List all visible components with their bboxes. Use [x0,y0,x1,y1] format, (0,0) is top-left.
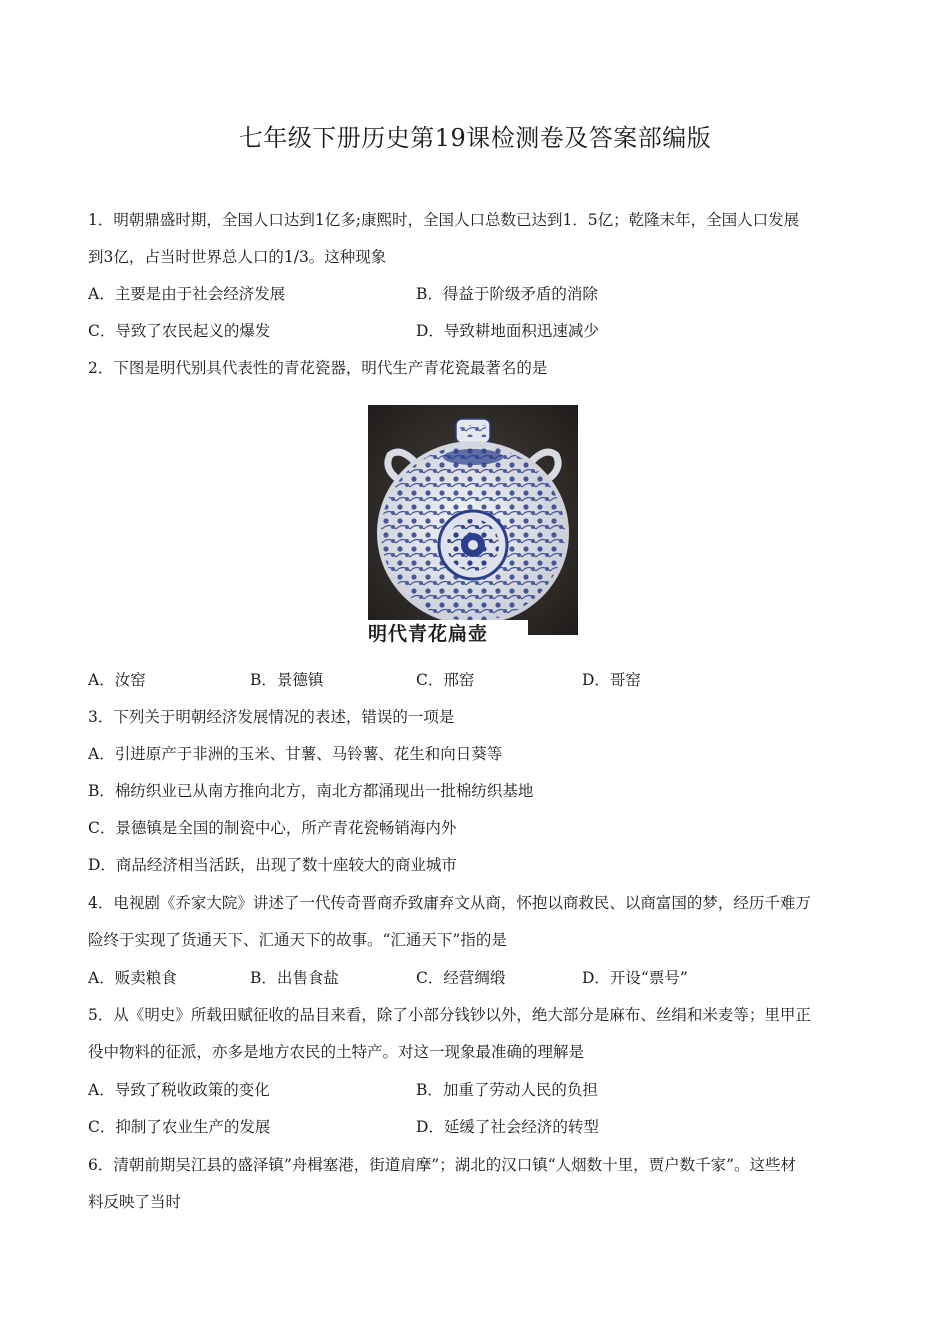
q1-stem-line1: 1．明朝鼎盛时期，全国人口达到1亿多;康熙时，全国人口总数已达到1．5亿；乾隆末年，全国人口发展 [88,211,800,229]
q2-option-c: C．邢窑 [416,671,475,689]
q1-option-a: A．主要是由于社会经济发展 [88,285,286,303]
q1-option-b: B．得益于阶级矛盾的消除 [416,285,598,303]
q5-option-d: D．延缓了社会经济的转型 [416,1118,599,1136]
q1-option-d: D．导致耕地面积迅速减少 [416,322,599,340]
q6-stem-line1: 6．清朝前期吴江县的盛泽镇”舟楫塞港，街道肩摩”；湖北的汉口镇“人烟数十里，贾户数千家”。这些材 [88,1156,797,1174]
q3-stem: 3．下列关于明朝经济发展情况的表述，错误的一项是 [88,708,455,726]
q4-option-d: D．开设“票号” [582,969,688,987]
q2-option-d: D．哥窑 [582,671,641,689]
q4-stem-line1: 4．电视剧《乔家大院》讲述了一代传奇晋商乔致庸弃文从商，怀抱以商救民、以商富国的梦，经历千难万 [88,894,811,912]
q4-option-c: C．经营绸缎 [416,969,506,987]
q2-stem: 2．下图是明代别具代表性的青花瓷器，明代生产青花瓷最著名的是 [88,359,548,377]
q1-option-c: C．导致了农民起义的爆发 [88,322,271,340]
q4-option-a: A．贩卖粮食 [88,969,177,987]
q2-option-b: B．景德镇 [250,671,324,689]
q4-option-b: B．出售食盐 [250,969,339,987]
porcelain-flask-image [368,405,578,650]
document-title: 七年级下册历史第19课检测卷及答案部编版 [238,124,712,152]
q5-option-c: C．抑制了农业生产的发展 [88,1118,271,1136]
q5-option-b: B．加重了劳动人民的负担 [416,1081,598,1099]
figure-caption: 明代青花扁壶 [368,620,528,648]
q3-option-d: D．商品经济相当活跃，出现了数十座较大的商业城市 [88,856,457,874]
q4-stem-line2: 险终于实现了货通天下、汇通天下的故事。“汇通天下”指的是 [88,931,507,949]
q3-option-b: B．棉纺织业已从南方推向北方，南北方都涌现出一批棉纺织基地 [88,782,534,800]
q5-stem-line1: 5．从《明史》所载田赋征收的品目来看，除了小部分钱钞以外，绝大部分是麻布、丝绢和米麦等；里甲正 [88,1006,811,1024]
q3-option-c: C．景德镇是全国的制瓷中心，所产青花瓷畅销海内外 [88,819,457,837]
q6-stem-line2: 料反映了当时 [88,1193,182,1211]
q1-stem-line2: 到3亿，占当时世界总人口的1/3。这种现象 [88,248,387,266]
q5-option-a: A．导致了税收政策的变化 [88,1081,270,1099]
q2-option-a: A．汝窑 [88,671,146,689]
porcelain-flask-icon [368,405,578,635]
q3-option-a: A．引进原产于非洲的玉米、甘薯、马铃薯、花生和向日葵等 [88,745,503,763]
q5-stem-line2: 役中物料的征派，亦多是地方农民的土特产。对这一现象最准确的理解是 [88,1043,585,1061]
